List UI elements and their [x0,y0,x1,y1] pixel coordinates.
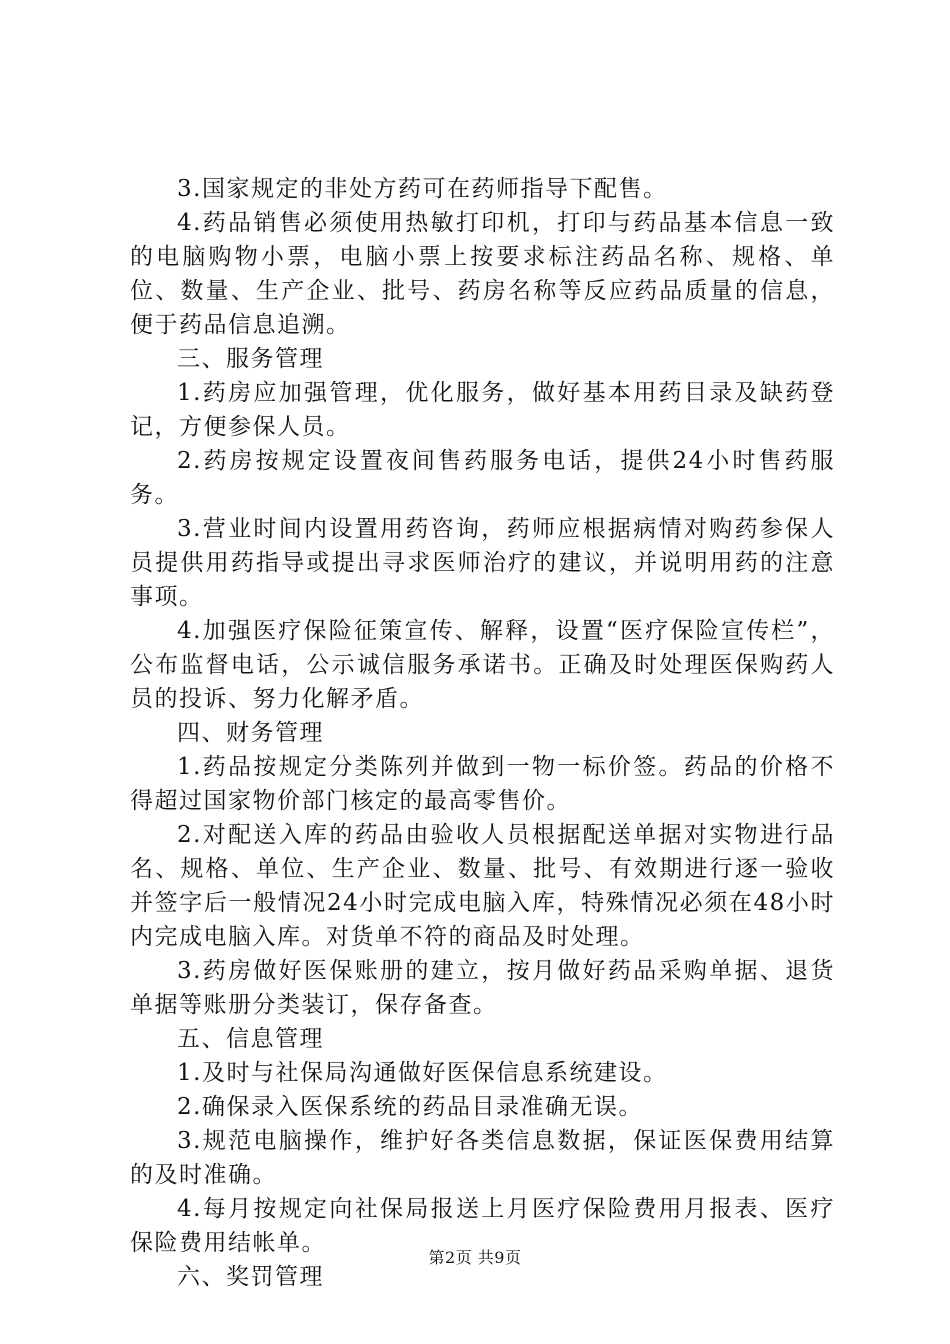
paragraph-item: 1.及时与社保局沟通做好医保信息系统建设。 [177,1060,668,1086]
section-heading: 四、财务管理 [177,720,324,746]
paragraph-item: 1.药品按规定分类陈列并做到一物一标价签。药品的价格不得超过国家物价部门核定的最高零售价。 [130,754,835,814]
paragraph-item: 4.每月按规定向社保局报送上月医疗保险费用月报表、医疗保险费用结帐单。 [130,1196,835,1256]
paragraph-item: 3.药房做好医保账册的建立，按月做好药品采购单据、退货单据等账册分类装订，保存备查。 [130,958,835,1018]
paragraph-item: 3.营业时间内设置用药咨询，药师应根据病情对购药参保人员提供用药指导或提出寻求医师治疗的建议，并说明用药的注意事项。 [130,516,835,610]
section-heading: 五、信息管理 [177,1026,324,1052]
paragraph-item: 3.国家规定的非处方药可在药师指导下配售。 [177,176,668,202]
document-body [130,172,835,1294]
paragraph-item: 4.药品销售必须使用热敏打印机，打印与药品基本信息一致的电脑购物小票，电脑小票上按要求标注药品名称、规格、单位、数量、生产企业、批号、药房名称等反应药品质量的信息，便于药品信息追溯。 [130,210,835,338]
paragraph-item: 1.药房应加强管理，优化服务，做好基本用药目录及缺药登记，方便参保人员。 [130,380,835,440]
section-heading: 三、服务管理 [177,346,324,372]
section-heading: 六、奖罚管理 [177,1264,324,1290]
paragraph-item: 2.对配送入库的药品由验收人员根据配送单据对实物进行品名、规格、单位、生产企业、数量、批号、有效期进行逐一验收并签字后一般情况24小时完成电脑入库，特殊情况必须在48小时内完成电脑入库。对货单不符的商品及时处理。 [130,822,835,950]
paragraph-item: 3.规范电脑操作，维护好各类信息数据，保证医保费用结算的及时准确。 [130,1128,835,1188]
paragraph-item: 2.确保录入医保系统的药品目录准确无误。 [177,1094,643,1120]
paragraph-item: 4.加强医疗保险征策宣传、解释，设置“医疗保险宣传栏”，公布监督电话，公示诚信服务承诺书。正确及时处理医保购药人员的投诉、努力化解矛盾。 [130,618,835,712]
page-number-footer: 第2页 共9页 [428,1248,522,1267]
paragraph-item: 2.药房按规定设置夜间售药服务电话，提供24小时售药服务。 [130,448,835,508]
